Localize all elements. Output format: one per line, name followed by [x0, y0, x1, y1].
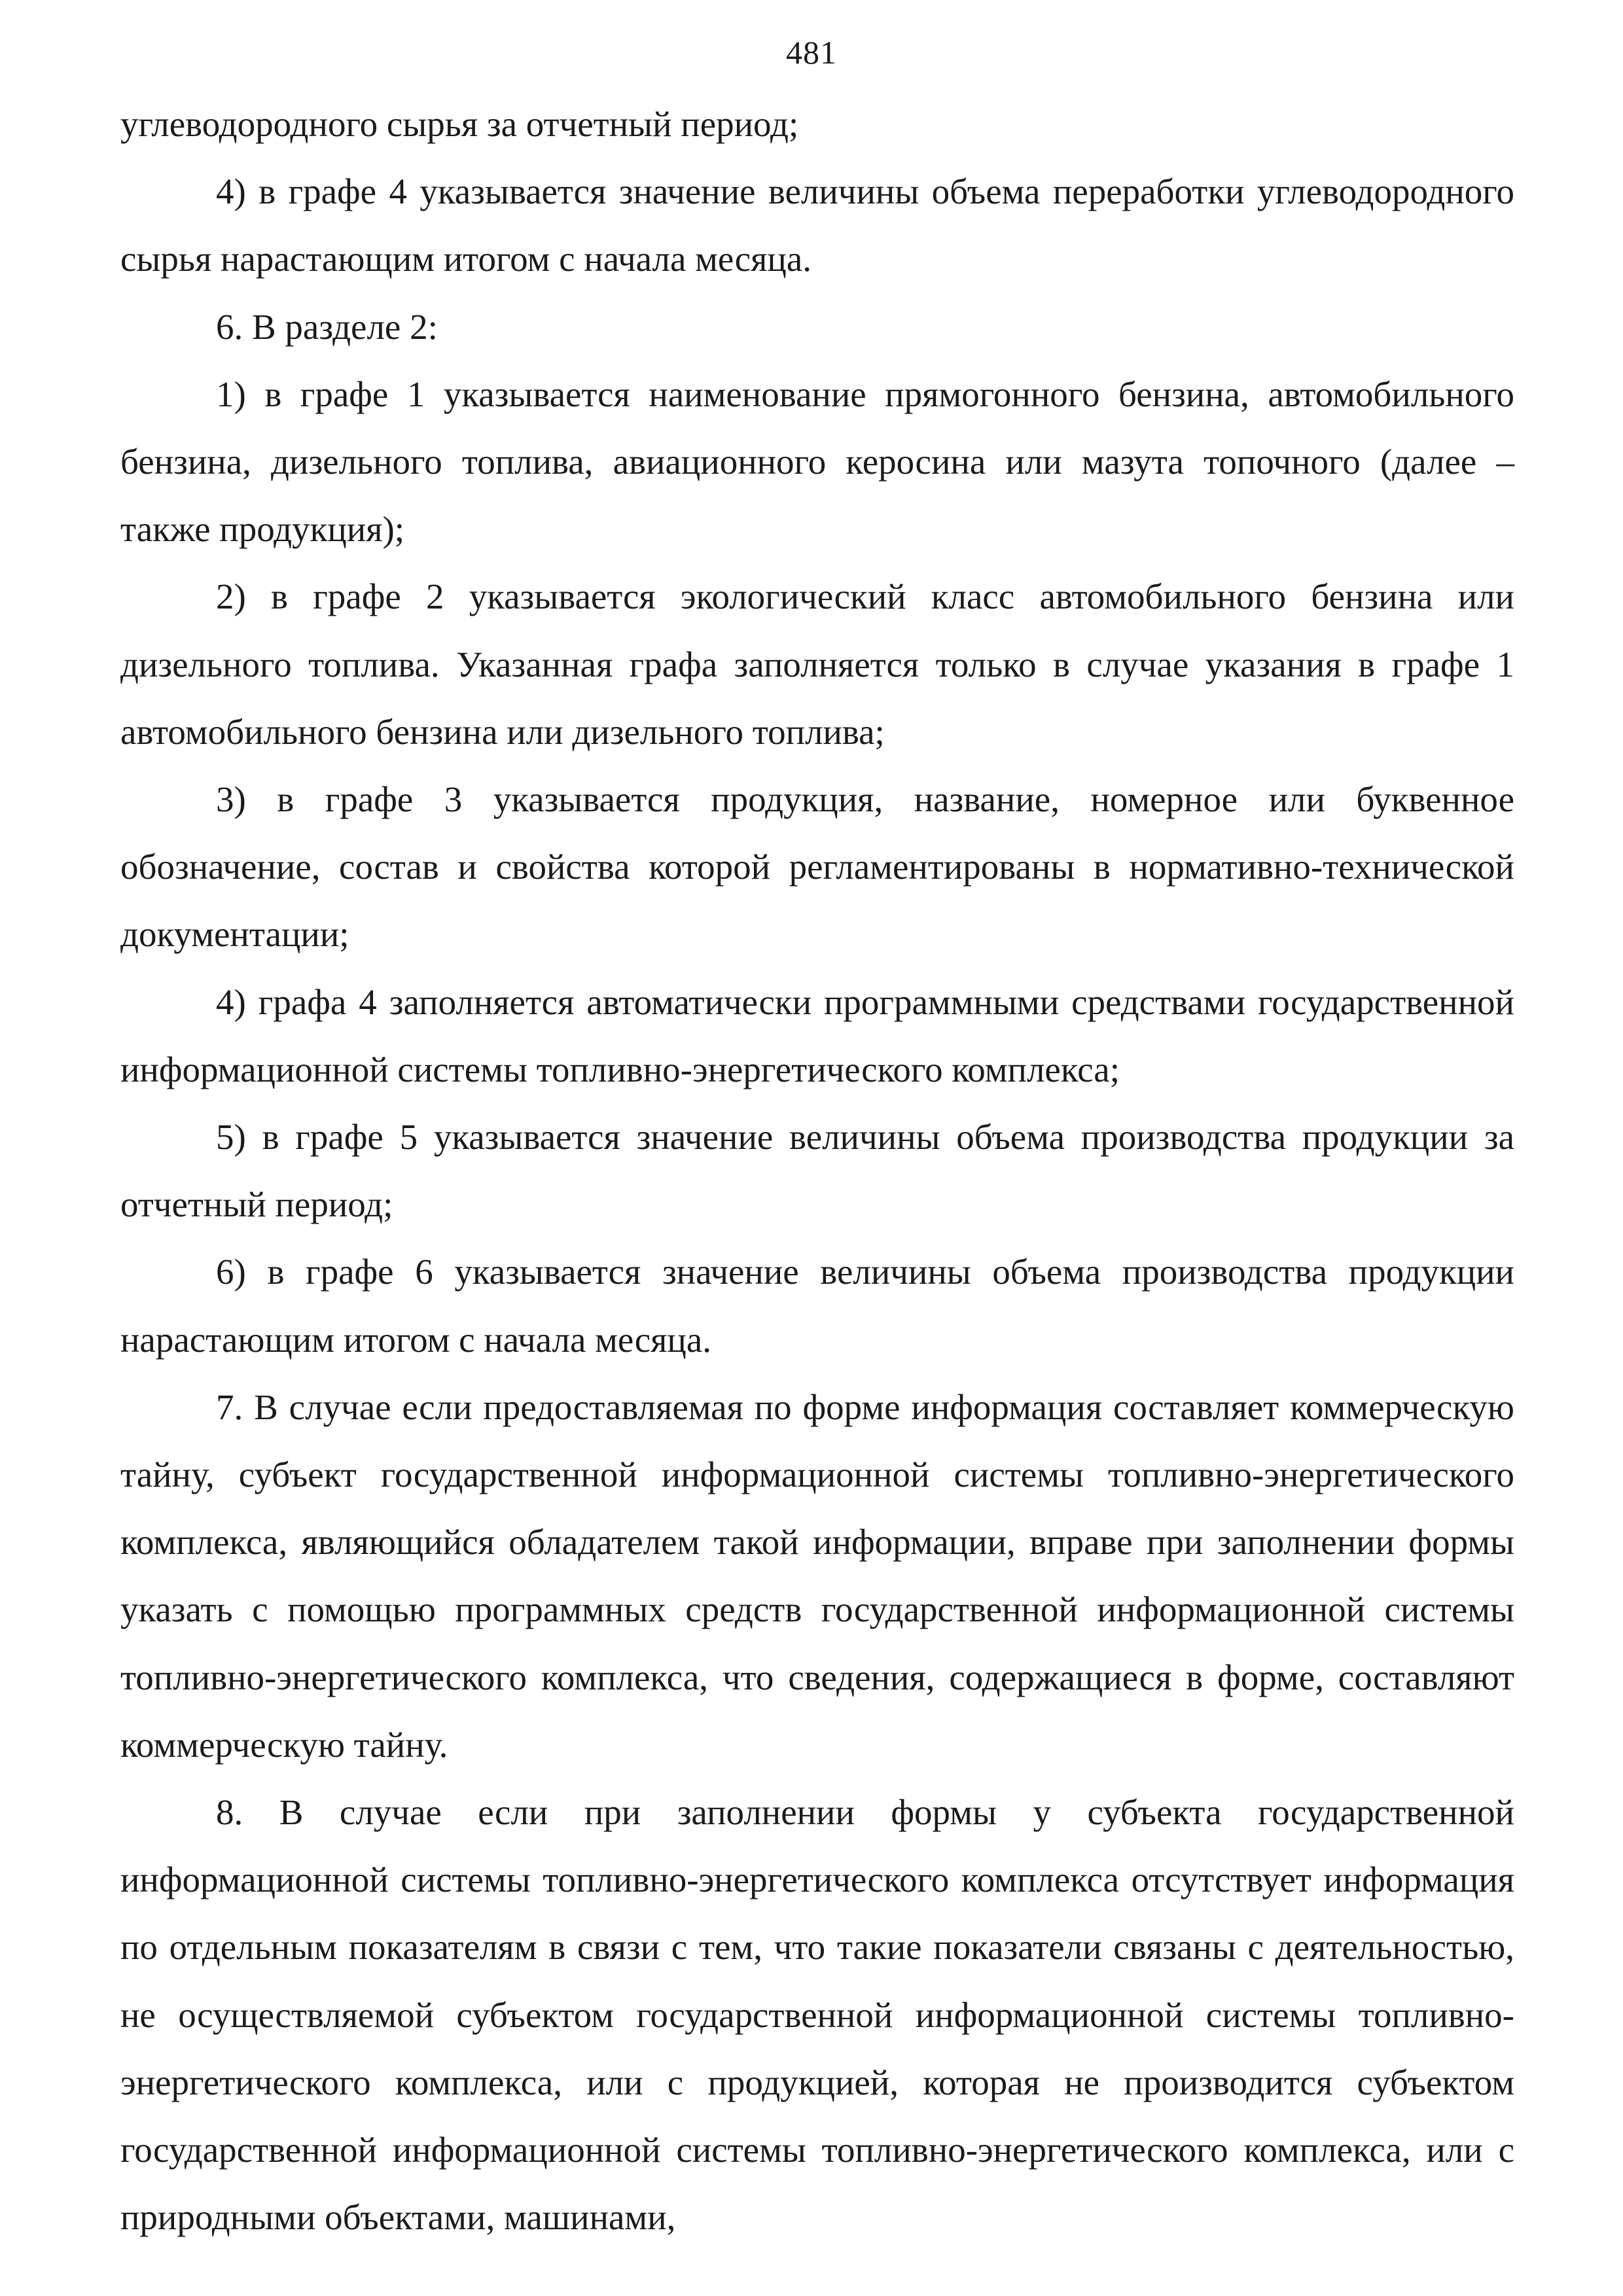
- page-number: 481: [786, 34, 837, 71]
- paragraph-item-6-4: 4) графа 4 заполняется автоматически программными средствами государственной информационной системы топливно-энергетического комплекса;: [120, 981, 1514, 1089]
- paragraph-item-6-6: 6) в графе 6 указывается значение величины объема производства продукции нарастающим итогом с начала месяца.: [120, 1252, 1514, 1360]
- paragraph-item-6-2: 2) в графе 2 указывается экологический класс автомобильного бензина или дизельного топлива. Указанная графа заполняется только в случае указания в графе 1 автомобильного бензина или дизельного топлива;: [120, 576, 1514, 752]
- paragraph-item-6-3: 3) в графе 3 указывается продукция, название, номерное или буквенное обозначение, состав и свойства которой регламентированы в нормативно-технической документации;: [120, 779, 1514, 955]
- body-text: [120, 90, 1514, 2252]
- paragraph-continuation: углеводородного сырья за отчетный период;: [120, 104, 799, 144]
- paragraph-item-6-1: 1) в графе 1 указывается наименование прямогонного бензина, автомобильного бензина, дизельного топлива, авиационного керосина или мазута топочного (далее – также продукция);: [120, 374, 1514, 550]
- paragraph-clause-7: 7. В случае если предоставляемая по форме информация составляет коммерческую тайну, субъект государственной информационной системы топливно-энергетического комплекса, являющийся обладателем такой информации, вправе при заполнении формы указать с помощью программных средств государственной информационной системы топливно-энергетического комплекса, что сведения, содержащиеся в форме, составляют коммерческую тайну.: [120, 1386, 1514, 1765]
- paragraph-item-6-5: 5) в графе 5 указывается значение величины объема производства продукции за отчетный период;: [120, 1117, 1514, 1225]
- section-heading-6: 6. В разделе 2:: [216, 306, 438, 347]
- paragraph-item-5-4: 4) в графе 4 указывается значение величины объема переработки углеводородного сырья нарастающим итогом с начала месяца.: [120, 171, 1514, 279]
- paragraph-clause-8: 8. В случае если при заполнении формы у субъекта государственной информационной системы топливно-энергетического комплекса отсутствует информация по отдельным показателям в связи с тем, что такие показатели связаны с деятельностью, не осуществляемой субъектом государственной информационной системы топливно-энергетического комплекса, или с продукцией, которая не производится субъектом государственной информационной системы топливно-энергетического комплекса, или с природными объектами, машинами,: [120, 1792, 1514, 2238]
